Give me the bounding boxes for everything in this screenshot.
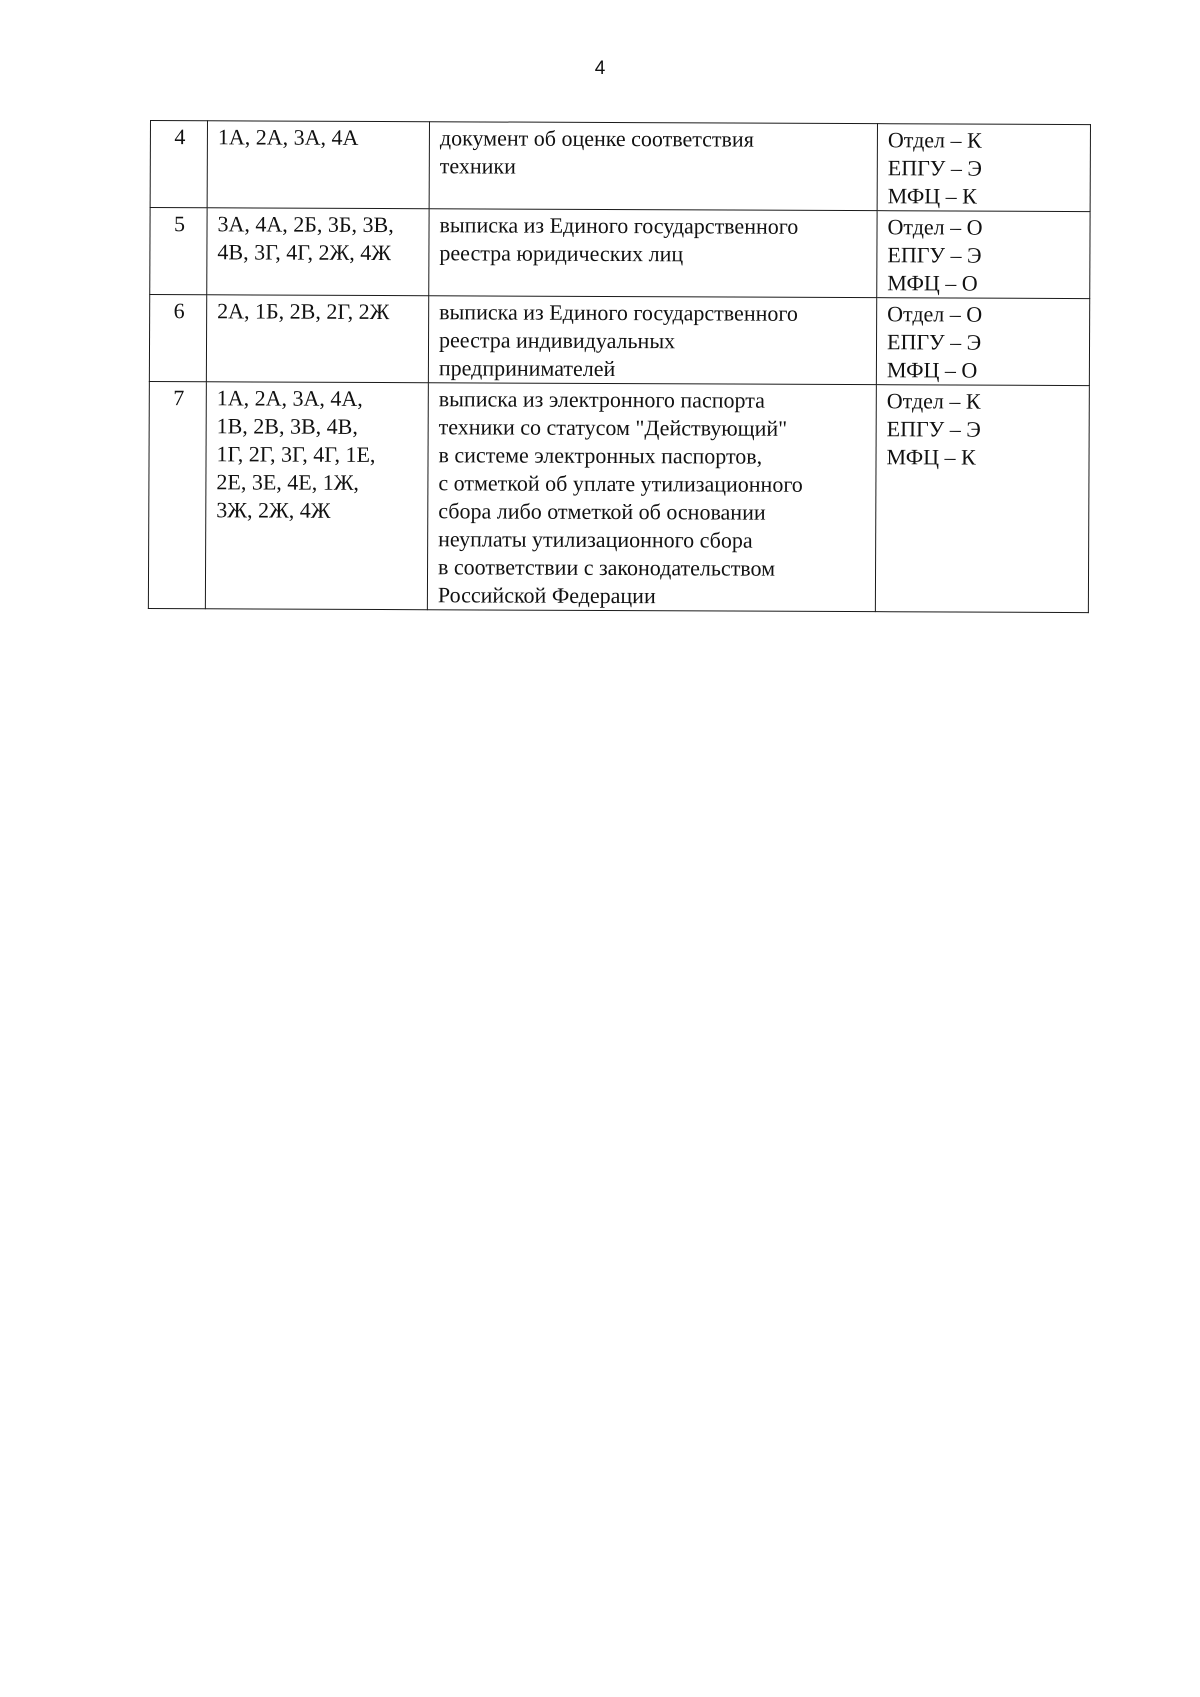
document-name-cell: выписка из Единого государственного реестра юридических лиц [429,209,877,298]
document-name-cell: выписка из Единого государственного реестра индивидуальных предпринимателей [428,296,876,385]
table-row [150,121,1090,212]
submission-method-cell: Отдел – О ЕПГУ – Э МФЦ – О [877,211,1090,299]
documents-table [148,120,1091,613]
submission-method-cell: Отдел – К ЕПГУ – Э МФЦ – К [877,124,1090,212]
applicant-codes-cell: 1А, 2А, 3А, 4А, 1В, 2В, 3В, 4В, 1Г, 2Г, 3Г, 4Г, 1Е, 2Е, 3Е, 4Е, 1Ж, 3Ж, 2Ж, 4Ж [205,382,428,610]
row-number-cell: 7 [148,381,206,608]
table-row [149,295,1089,386]
table-row [150,208,1090,299]
applicant-codes-cell: 3А, 4А, 2Б, 3Б, 3В, 4В, 3Г, 4Г, 2Ж, 4Ж [207,208,429,296]
document-name-cell: документ об оценке соответствия техники [429,122,877,211]
row-number-cell: 5 [150,208,207,295]
document-name-cell: выписка из электронного паспорта техники со статусом "Действующий" в системе электронных паспортов, с отметкой об уплате утилизационного сбора либо отметкой об основании неуплаты утилизационного сбора в соответствии с законодательством Российской Федерации [427,383,876,612]
applicant-codes-cell: 2А, 1Б, 2В, 2Г, 2Ж [206,295,428,383]
submission-method-cell: Отдел – К ЕПГУ – Э МФЦ – К [875,385,1089,613]
row-number-cell: 4 [150,121,207,208]
table-row [148,381,1089,612]
page-number: 4 [594,58,606,79]
submission-method-cell: Отдел – О ЕПГУ – Э МФЦ – О [876,298,1089,386]
row-number-cell: 6 [149,295,206,382]
applicant-codes-cell: 1А, 2А, 3А, 4А [207,121,429,209]
